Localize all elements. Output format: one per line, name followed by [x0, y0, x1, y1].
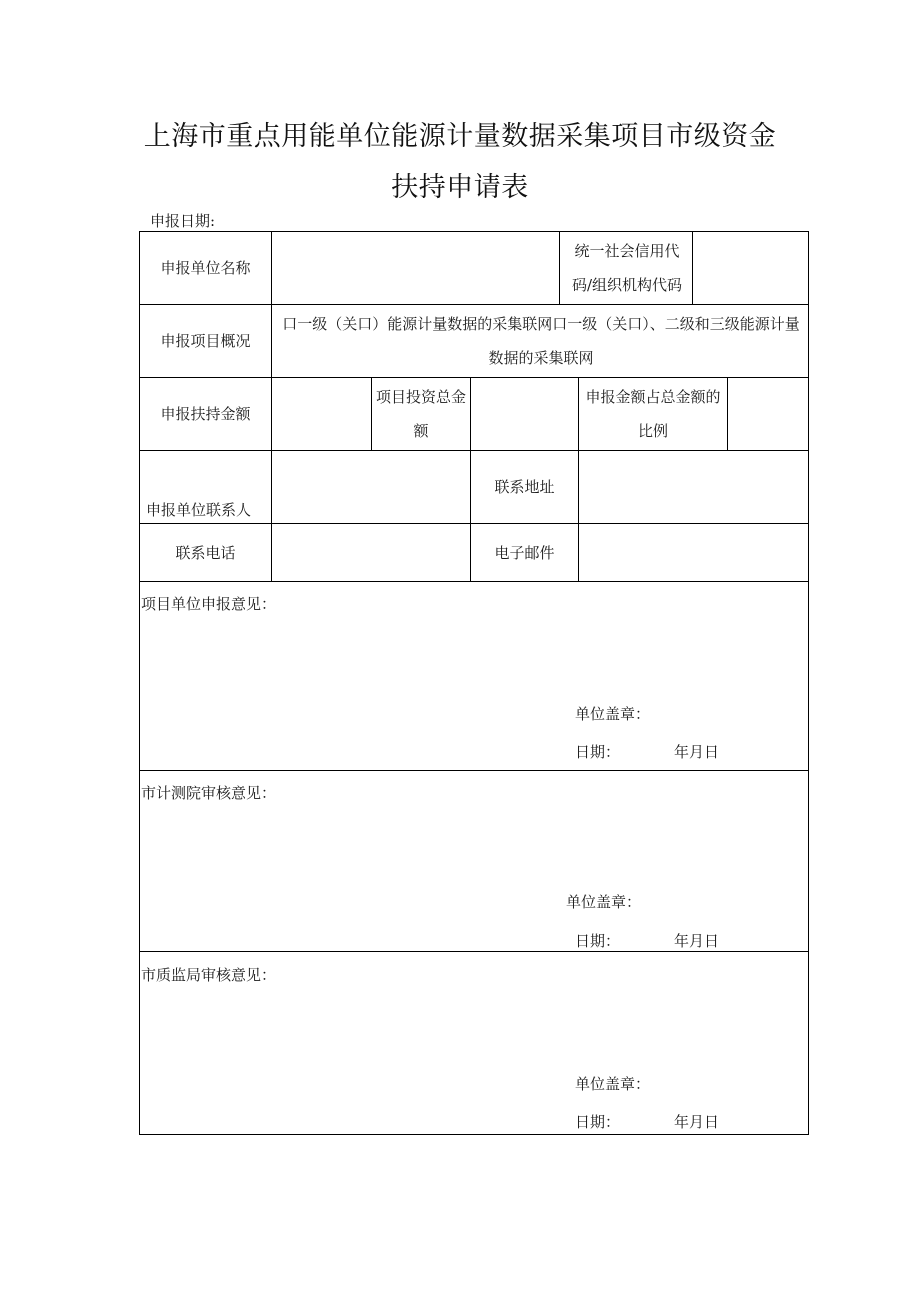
total-investment-field[interactable]	[471, 378, 578, 450]
applicant-seal-label: 单位盖章：	[575, 705, 651, 723]
quality-bureau-date-ymd: 年月日	[674, 1113, 720, 1131]
page-title-line-2: 扶持申请表	[391, 172, 529, 203]
phone-field[interactable]	[272, 524, 470, 581]
ratio-field[interactable]	[728, 378, 808, 450]
table-rule	[139, 951, 809, 952]
ratio-label: 申报金额占总金额的比例	[585, 388, 721, 440]
metrology-institute-date-ymd: 年月日	[674, 932, 720, 950]
contact-person-field[interactable]	[272, 451, 470, 523]
quality-bureau-opinion-label: 市质监局审核意见：	[141, 966, 277, 984]
total-investment-label: 项目投资总金额	[376, 388, 467, 440]
report-date-label: 申报日期:	[150, 212, 216, 230]
support-amount-label: 申报扶持金额	[160, 405, 251, 423]
unit-name-field[interactable]	[272, 232, 559, 304]
quality-bureau-date-label: 日期：	[575, 1113, 621, 1131]
metrology-institute-date-label: 日期：	[575, 932, 621, 950]
applicant-opinion-label: 项目单位申报意见：	[141, 595, 277, 613]
table-rule	[139, 581, 809, 582]
table-rule	[139, 1134, 809, 1135]
email-field[interactable]	[579, 524, 808, 581]
metrology-institute-opinion-label: 市计测院审核意见：	[141, 784, 277, 802]
quality-bureau-seal-label: 单位盖章：	[575, 1075, 651, 1093]
page-title-line-1: 上海市重点用能单位能源计量数据采集项目市级资金	[143, 121, 777, 152]
address-field[interactable]	[579, 451, 808, 523]
email-label: 电子邮件	[494, 543, 555, 562]
support-amount-field[interactable]	[272, 378, 371, 450]
table-rule	[371, 377, 372, 451]
phone-label: 联系电话	[175, 543, 236, 562]
credit-code-label: 统一社会信用代码/组织机构代码	[571, 242, 683, 294]
table-rule	[808, 231, 809, 1135]
applicant-date-ymd: 年月日	[674, 743, 720, 761]
contact-person-label: 申报单位联系人	[146, 501, 252, 519]
metrology-institute-seal-label: 单位盖章：	[566, 893, 642, 911]
credit-code-field[interactable]	[693, 232, 808, 304]
address-label: 联系地址	[494, 478, 555, 496]
unit-name-label: 申报单位名称	[160, 259, 251, 277]
applicant-date-label: 日期：	[575, 743, 621, 761]
project-overview-options[interactable]: 口一级（关口）能源计量数据的采集联网口一级（关口）、二级和三级能源计量数据的采集联网	[282, 315, 800, 367]
table-rule	[139, 770, 809, 771]
table-rule	[559, 231, 560, 305]
project-overview-label: 申报项目概况	[160, 332, 251, 350]
